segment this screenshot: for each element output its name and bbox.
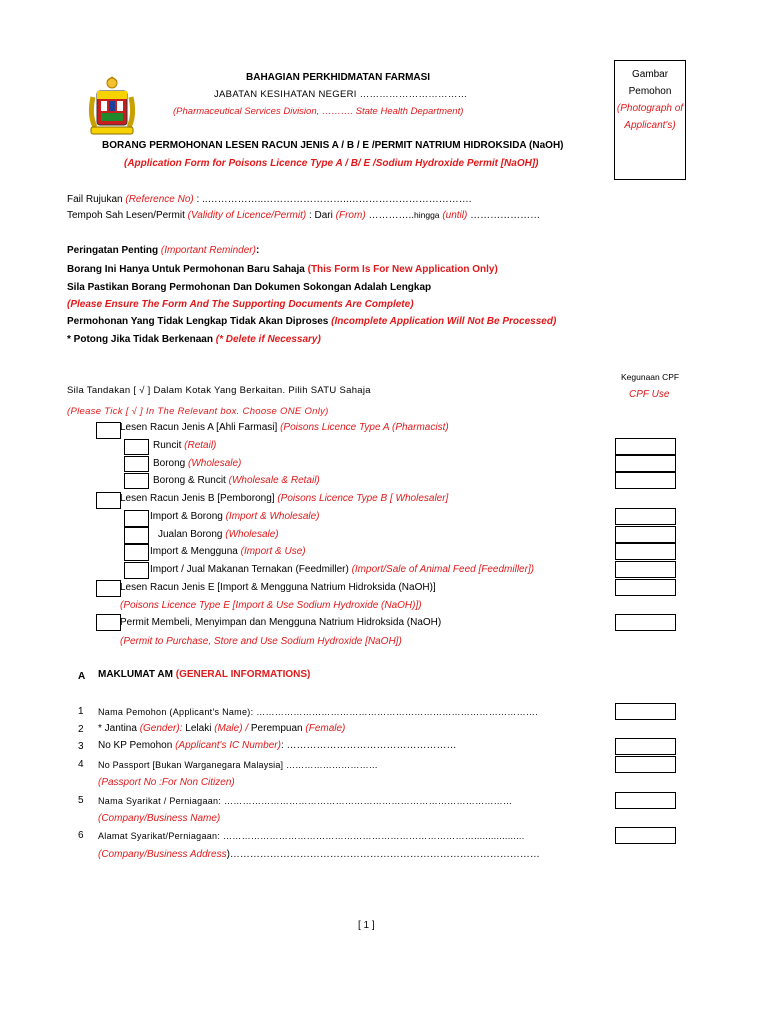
passport-row [98,760,378,770]
cpf-box-licence-e[interactable] [615,579,676,596]
section-a-title-english: (GENERAL INFORMATIONS) [175,669,311,680]
reminder-title-english: (Important Reminder) [160,245,256,256]
reference-label-english: (Reference No) [125,194,194,205]
checkbox-retail[interactable] [124,439,149,455]
validity-label-english: (Validity of Licence/Permit) [187,210,307,221]
division-english: (Pharmaceutical Services Division, ………. State Health Department) [173,106,464,117]
reminder-line3-english: (Incomplete Application Will Not Be Processed) [331,316,557,327]
option-licence-a-english: (Poisons Licence Type A (Pharmacist) [280,422,449,433]
instruction-text-english: (Please Tick [ √ ] In The Relevant box. Choose ONE Only) [67,406,329,417]
passport-label: No Passport [Bukan Warganegara Malaysia] [98,760,284,770]
reminder-title-text: Peringatan Penting [67,245,159,256]
coat-of-arms-logo [79,75,145,141]
option-feedmiller [150,564,534,575]
company-address-row [98,831,525,841]
reminder-title [67,245,259,256]
photo-label-line2: Pemohon [628,86,672,97]
reminder-line3-text: Permohonan Yang Tidak Lengkap Tidak Akan Diproses [67,316,329,327]
cpf-label: Kegunaan CPF [621,372,680,382]
checkbox-naoh-permit[interactable] [96,614,121,631]
company-name-label: Nama Syarikat / Perniagaan: [98,796,222,806]
company-name-row [98,796,512,806]
division-title: BAHAGIAN PERKHIDMATAN FARMASI [246,72,431,83]
applicant-name-label: Nama Pemohon (Applicant's Name): [98,707,254,717]
reminder-title-colon: : [255,245,260,256]
until-field[interactable]: ………………… [470,210,541,221]
photo-label-line3: (Photograph of [616,103,684,114]
option-feedmiller-label: Import / Jual Makanan Ternakan (Feedmiller) [150,564,349,575]
reminder-line4 [67,334,321,345]
option-wholesale-b-label: Jualan Borong [158,529,223,540]
section-a-title [98,669,310,680]
company-name-english: (Company/Business Name) [98,813,221,824]
ic-number-field[interactable]: : …………………………………………… [280,740,457,751]
cpf-box-ic-number[interactable] [615,738,676,755]
option-licence-a [120,422,449,433]
option-wholesale-english: (Wholesale) [188,458,242,469]
option-feedmiller-english: (Import/Sale of Animal Feed [Feedmiller]) [351,564,535,575]
department-dots: …………………………… [359,89,468,100]
cpf-box-applicant-name[interactable] [615,703,676,720]
option-import-wholesale-english: (Import & Wholesale) [225,511,320,522]
option-retail-label: Runcit [153,440,182,451]
field-6-number: 6 [78,830,84,841]
company-name-field[interactable]: ………………………………………………………………………………… [223,796,513,806]
section-a-letter: A [78,671,86,682]
gender-female-option[interactable]: Perempuan [250,723,303,734]
cpf-box-wholesale[interactable] [615,455,676,472]
from-field[interactable]: ………….. [368,210,414,221]
until-label-english: (until) [442,210,468,221]
company-address-label: Alamat Syarikat/Perniagaan: [98,831,221,841]
option-import-use-english: (Import & Use) [240,546,306,557]
checkbox-import-use[interactable] [124,544,149,561]
until-label: hingga [414,210,440,220]
checkbox-import-wholesale[interactable] [124,510,149,527]
ic-number-label-english: (Applicant's IC Number) [175,740,281,751]
option-licence-b-label: Lesen Racun Jenis B [Pemborong] [120,493,275,504]
cpf-box-feedmiller[interactable] [615,561,676,578]
photo-label-line1: Gambar [631,69,669,80]
reminder-line1 [67,264,498,275]
reminder-line4-text: * Potong Jika Tidak Berkenaan [67,334,213,345]
page-number: [ 1 ] [358,920,375,931]
ic-number-label: No KP Pemohon [98,740,173,751]
gender-label-english: (Gender): [139,723,183,734]
option-import-use [150,546,306,557]
option-licence-b-english: (Poisons Licence Type B [ Wholesaler] [277,493,449,504]
field-2-number: 2 [78,724,84,735]
ic-number-row [98,740,457,751]
option-retail-english: (Retail) [184,440,217,451]
cpf-box-wholesale-retail[interactable] [615,472,676,489]
checkbox-licence-a[interactable] [96,422,121,439]
option-wholesale-retail-label: Borong & Runcit [153,475,226,486]
option-wholesale [153,458,241,469]
option-import-wholesale-label: Import & Borong [150,511,223,522]
option-wholesale-b [158,529,279,540]
cpf-box-passport[interactable] [615,756,676,773]
option-import-wholesale [150,511,320,522]
option-wholesale-retail [153,475,320,486]
department-prefix: JABATAN KESIHATAN NEGERI [214,89,357,100]
field-3-number: 3 [78,741,84,752]
option-naoh-permit-english: (Permit to Purchase, Store and Use Sodium Hydroxide [NaOH]) [120,636,402,647]
validity-label: Tempoh Sah Lesen/Permit [67,210,185,221]
cpf-box-wholesale-b[interactable] [615,526,676,543]
company-address-field-2[interactable]: )………………………………………………………………………………… [226,849,540,860]
company-address-row2 [98,849,540,860]
cpf-box-import-wholesale[interactable] [615,508,676,525]
checkbox-feedmiller[interactable] [124,562,149,579]
reminder-line4-english: (* Delete if Necessary) [215,334,321,345]
option-licence-e-english: (Poisons Licence Type E [Import & Use Sodium Hydroxide (NaOH)]) [120,600,422,611]
checkbox-licence-b[interactable] [96,492,121,509]
checkbox-wholesale-retail[interactable] [124,473,149,489]
gender-label: * Jantina [98,723,137,734]
gender-male-english: (Male) / [214,723,249,734]
gender-female-english: (Female) [305,723,346,734]
photo-label-line4: Applicant's) [624,120,676,131]
checkbox-wholesale[interactable] [124,456,149,472]
reminder-line1-english: (This Form Is For New Application Only) [307,264,498,275]
instruction-text: Sila Tandakan [ √ ] Dalam Kotak Yang Berkaitan. Pilih SATU Sahaja [67,385,371,396]
company-address-field[interactable]: ……………………………………………………………………….................. [222,831,525,841]
option-licence-b [120,493,448,504]
checkbox-wholesale-b[interactable] [124,527,149,544]
reference-field[interactable]: : ..……………..……………………..………………………………. [196,194,472,205]
reminder-line3 [67,316,556,327]
field-5-number: 5 [78,795,84,806]
option-wholesale-retail-english: (Wholesale & Retail) [228,475,320,486]
department-line [214,89,467,100]
gender-row [98,723,345,734]
cpf-label-english: CPF Use [629,389,670,400]
cpf-box-naoh-permit[interactable] [615,614,676,631]
cpf-box-company-name[interactable] [615,792,676,809]
applicant-name-field[interactable]: ………………………………………………………………………………. [256,707,539,717]
field-4-number: 4 [78,759,84,770]
checkbox-licence-e[interactable] [96,580,121,597]
passport-label-english: (Passport No :For Non Citizen) [98,777,235,788]
from-label: : Dari [308,210,333,221]
cpf-box-retail[interactable] [615,438,676,455]
reminder-line2-english: (Please Ensure The Form And The Supporting Documents Are Complete) [67,299,414,310]
reference-label: Fail Rujukan [67,194,123,205]
applicant-name-row [98,707,538,717]
section-a-title-text: MAKLUMAT AM [98,669,173,680]
reference-no-row [67,194,472,205]
form-title-english: (Application Form for Poisons Licence Type A / B/ E /Sodium Hydroxide Permit [NaOH]) [124,158,539,169]
company-address-english: (Company/Business Address [98,849,227,860]
option-wholesale-b-english: (Wholesale) [225,529,279,540]
option-licence-a-label: Lesen Racun Jenis A [Ahli Farmasi] [120,422,278,433]
option-retail [153,440,216,451]
photograph-box[interactable] [614,60,686,180]
option-import-use-label: Import & Mengguna [150,546,238,557]
from-label-english: (From) [335,210,366,221]
option-naoh-permit-label: Permit Membeli, Menyimpan dan Mengguna Natrium Hidroksida (NaOH) [120,617,442,628]
option-wholesale-label: Borong [153,458,186,469]
validity-row [67,210,540,221]
cpf-box-company-address[interactable] [615,827,676,844]
form-title: BORANG PERMOHONAN LESEN RACUN JENIS A / B / E /PERMIT NATRIUM HIDROKSIDA (NaOH) [102,140,564,151]
option-licence-e-label: Lesen Racun Jenis E [Import & Mengguna Natrium Hidroksida (NaOH)] [120,582,436,593]
reminder-line2: Sila Pastikan Borang Permohonan Dan Dokumen Sokongan Adalah Lengkap [67,282,432,293]
gender-male-option[interactable]: Lelaki [185,723,212,734]
cpf-box-import-use[interactable] [615,543,676,560]
passport-field[interactable]: ………………………… [285,760,378,770]
reminder-line1-text: Borang Ini Hanya Untuk Permohonan Baru Sahaja [67,264,305,275]
field-1-number: 1 [78,706,84,717]
